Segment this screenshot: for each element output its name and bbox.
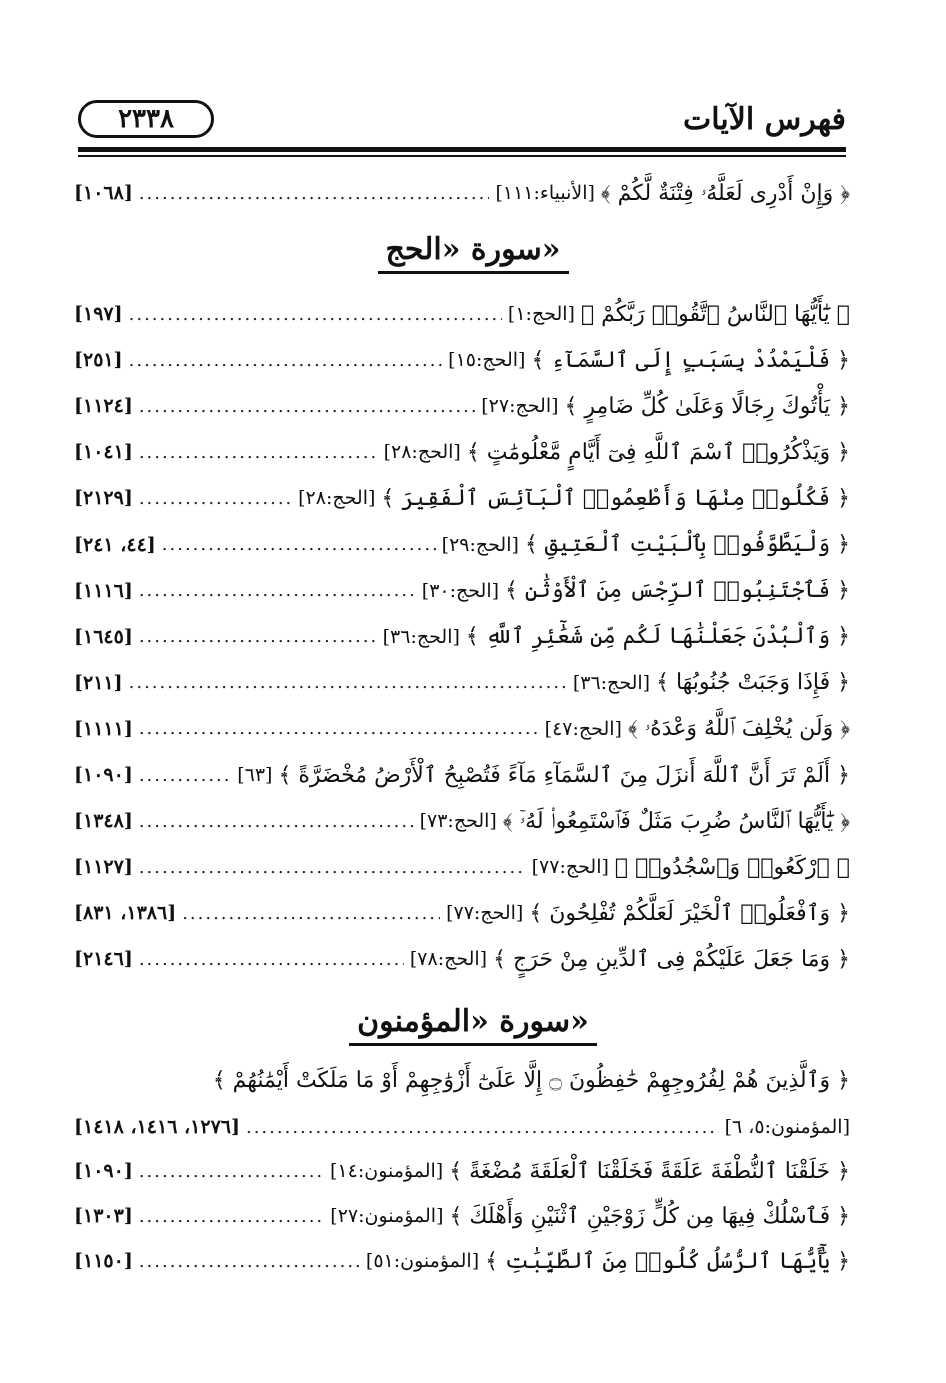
index-entry bbox=[74, 940, 850, 978]
index-entry bbox=[74, 526, 850, 564]
verse-reference: [الحج:٧٣] bbox=[419, 810, 497, 833]
index-entry bbox=[74, 1197, 850, 1235]
index-entry bbox=[74, 894, 850, 932]
index-entry bbox=[74, 1152, 850, 1190]
verse-text: ﴿ يَأْتُوكَ رِجَالًا وَعَلَىٰ كُلِّ ضَامِرٍ ﴾ bbox=[564, 393, 850, 419]
leader-dots bbox=[139, 1251, 360, 1272]
index-entry bbox=[74, 802, 850, 840]
verse-reference: [الحج:٣٦] bbox=[382, 625, 460, 648]
index-entry bbox=[74, 756, 850, 794]
leader-dots bbox=[182, 903, 440, 924]
page-refs: [٢١٢٩] bbox=[74, 487, 133, 510]
page-number: ٢٣٣٨ bbox=[78, 100, 214, 138]
leader-dots bbox=[139, 488, 292, 509]
verse-text: ﴿ ٱرْكَعُوا۟ وَٱسْجُدُوا۟ ﴾ bbox=[614, 854, 850, 880]
verse-text: ﴿ فَٱجْتَنِبُوا۟ ٱلرِّجْسَ مِنَ ٱلْأَوْثَٰنِ ﴾ bbox=[505, 578, 850, 604]
leader-dots bbox=[139, 626, 377, 647]
leader-dots bbox=[139, 949, 404, 970]
header-rule-thin bbox=[78, 155, 846, 157]
verse-reference: [المؤمنون:٥، ٦] bbox=[724, 1116, 850, 1138]
header-rule-thick bbox=[78, 147, 846, 152]
verse-text: ﴿ فَلْيَمْدُدْ بِسَبَبٍ إِلَى ٱلسَّمَآءِ ﴾ bbox=[531, 347, 850, 373]
surah-title: سورة «المؤمنون» bbox=[349, 1004, 597, 1046]
page-refs: [١٠٦٨] bbox=[74, 182, 133, 204]
leader-dots bbox=[139, 580, 416, 601]
page-refs: [١١١١] bbox=[74, 717, 133, 740]
leader-dots bbox=[139, 1161, 324, 1182]
verse-text: ﴿ وَٱفْعَلُوا۟ ٱلْخَيْرَ لَعَلَّكُمْ تُفْلِحُونَ ﴾ bbox=[529, 900, 850, 926]
leader-dots bbox=[139, 857, 526, 878]
surah-heading-hajj bbox=[0, 232, 946, 267]
leader-dots bbox=[139, 442, 378, 463]
page-refs: [٢١٤٦] bbox=[74, 948, 133, 971]
index-entry bbox=[74, 710, 850, 748]
verse-reference: [المؤمنون:١٤] bbox=[330, 1160, 444, 1182]
verse-reference: [٦٣] bbox=[237, 764, 273, 786]
page-refs: [٢٥١] bbox=[74, 349, 123, 372]
page-refs: [١١٢٧] bbox=[74, 856, 133, 879]
verse-text: ﴿ يَٰٓأَيُّهَا ٱلنَّاسُ ضُرِبَ مَثَلٌ فَٱسْتَمِعُوا۟ لَهُۥٓ ﴾ bbox=[502, 808, 850, 834]
verse-reference: [الحج:٢٩] bbox=[441, 533, 519, 556]
page-refs: [٤٤، ٢٤١] bbox=[74, 533, 156, 556]
leader-dots bbox=[129, 672, 567, 693]
index-entry bbox=[74, 1242, 850, 1280]
page-refs: [١٠٩٠] bbox=[74, 1160, 133, 1182]
leader-dots bbox=[246, 1117, 719, 1138]
index-entry bbox=[74, 1108, 850, 1146]
verse-reference: [الحج:٢٨] bbox=[298, 487, 376, 510]
verse-reference: [الحج:٧٧] bbox=[531, 856, 609, 879]
index-entry bbox=[74, 295, 850, 333]
leader-dots bbox=[129, 350, 443, 371]
page-refs: [١٣٤٨] bbox=[74, 810, 133, 833]
verse-text: ﴿ فَكُلُوا۟ مِنْهَا وَأَطْعِمُوا۟ ٱلْبَآئِسَ ٱلْفَقِيرَ ﴾ bbox=[381, 485, 850, 511]
page-refs: [١١١٦] bbox=[74, 579, 133, 602]
leader-dots bbox=[139, 811, 414, 832]
verse-reference: [الحج:١٥] bbox=[448, 349, 526, 372]
page-refs: [١١٥٠] bbox=[74, 1250, 133, 1272]
index-entry bbox=[74, 618, 850, 656]
index-entry bbox=[74, 174, 850, 212]
verse-text: ﴿ أَلَمْ تَرَ أَنَّ ٱللَّهَ أَنزَلَ مِنَ ٱلسَّمَآءِ مَآءً فَتُصْبِحُ ٱلْأَرْضُ مُخْضَرَّةً ﴾ bbox=[278, 762, 850, 788]
index-entry bbox=[74, 848, 850, 886]
page-refs: [١١٢٤] bbox=[74, 395, 133, 418]
verse-text: ﴿ وَٱلْبُدْنَ جَعَلْنَٰهَا لَكُم مِّن شَعَٰٓئِرِ ٱللَّهِ ﴾ bbox=[465, 624, 850, 650]
index-entry bbox=[74, 387, 850, 425]
leader-dots bbox=[139, 765, 231, 786]
verse-text: ﴿ فَٱسْلُكْ فِيهَا مِن كُلٍّ زَوْجَيْنِ ٱثْنَيْنِ وَأَهْلَكَ ﴾ bbox=[449, 1203, 850, 1229]
verse-text: ﴿ وَيَذْكُرُوا۟ ٱسْمَ ٱللَّهِ فِىٓ أَيَّامٍ مَّعْلُومَٰتٍ ﴾ bbox=[466, 439, 850, 465]
verse-reference: [الحج:٧٧] bbox=[446, 902, 524, 925]
page-refs: [١٦٤٥] bbox=[74, 625, 133, 648]
surah-heading-muminun bbox=[0, 1004, 946, 1039]
page-refs: [١٩٧] bbox=[74, 303, 123, 325]
verse-reference: [الحج:٣٦] bbox=[572, 671, 651, 694]
leader-dots bbox=[162, 534, 436, 555]
verse-reference: [الحج:٧٨] bbox=[409, 948, 488, 971]
page-header bbox=[78, 96, 846, 146]
verse-text: ﴿ وَمَا جَعَلَ عَلَيْكُمْ فِى ٱلدِّينِ مِنْ حَرَجٍ ﴾ bbox=[493, 946, 850, 972]
verse-text-long: ﴿ وَٱلَّذِينَ هُمْ لِفُرُوجِهِمْ حَٰفِظُونَ ۝ إِلَّا عَلَىٰٓ أَزْوَٰجِهِمْ أَوْ مَا مَلَكَتْ أَيْمَٰنُهُمْ ﴾ bbox=[212, 1067, 850, 1093]
verse-text: ﴿ فَإِذَا وَجَبَتْ جُنُوبُهَا ﴾ bbox=[656, 670, 850, 696]
verse-reference: [الحج:٤٧] bbox=[544, 717, 622, 740]
index-entry bbox=[74, 341, 850, 379]
leader-dots bbox=[139, 183, 490, 204]
leader-dots bbox=[139, 396, 475, 417]
leader-dots bbox=[139, 1206, 324, 1227]
verse-reference: [الحج:١] bbox=[507, 303, 575, 325]
page-refs: [١٣٨٦، ٨٣١] bbox=[74, 902, 177, 925]
verse-reference: [الحج:٢٨] bbox=[383, 441, 461, 464]
index-entry bbox=[74, 479, 850, 517]
leader-dots bbox=[139, 718, 539, 739]
verse-text: ﴿ يَٰٓأَيُّهَا ٱلرُّسُلُ كُلُوا۟ مِنَ ٱلطَّيِّبَٰتِ ﴾ bbox=[485, 1248, 850, 1274]
index-entry bbox=[74, 433, 850, 471]
verse-reference: [الحج:٢٧] bbox=[481, 395, 559, 418]
page-refs: [١٠٤١] bbox=[74, 441, 133, 464]
verse-reference: [المؤمنون:٥١] bbox=[365, 1250, 480, 1272]
verse-text: ﴿ وَلَن يُخْلِفَ ٱللَّهُ وَعْدَهُۥ ﴾ bbox=[627, 716, 850, 742]
verse-reference: [الأنبياء:١١١] bbox=[495, 182, 595, 204]
index-entry bbox=[74, 664, 850, 702]
page-refs: [٢١١] bbox=[74, 671, 123, 694]
verse-reference: [الحج:٣٠] bbox=[421, 579, 500, 602]
page-refs: [١٣٠٣] bbox=[74, 1205, 133, 1227]
index-entry bbox=[74, 572, 850, 610]
page-refs: [١٠٩٠] bbox=[74, 764, 133, 786]
verse-text: ﴿ خَلَقْنَا ٱلنُّطْفَةَ عَلَقَةً فَخَلَقْنَا ٱلْعَلَقَةَ مُضْغَةً ﴾ bbox=[449, 1158, 850, 1184]
page-refs: [١٢٧٦، ١٤١٦، ١٤١٨] bbox=[74, 1116, 240, 1138]
verse-text: ﴿ وَلْيَطَّوَّفُوا۟ بِٱلْبَيْتِ ٱلْعَتِيقِ ﴾ bbox=[524, 532, 850, 557]
verse-reference: [المؤمنون:٢٧] bbox=[330, 1205, 444, 1227]
surah-title: سورة «الحج» bbox=[378, 232, 569, 274]
verse-text: ﴿ يَٰٓأَيُّهَا ٱلنَّاسُ ٱتَّقُوا۟ رَبَّكُمْ ﴾ bbox=[580, 301, 850, 327]
leader-dots bbox=[129, 304, 502, 325]
verse-text: ﴿ وَإِنْ أَدْرِى لَعَلَّهُۥ فِتْنَةٌ لَّكُمْ ﴾ bbox=[600, 180, 850, 206]
header-title: فهرس الآيات bbox=[683, 102, 846, 137]
